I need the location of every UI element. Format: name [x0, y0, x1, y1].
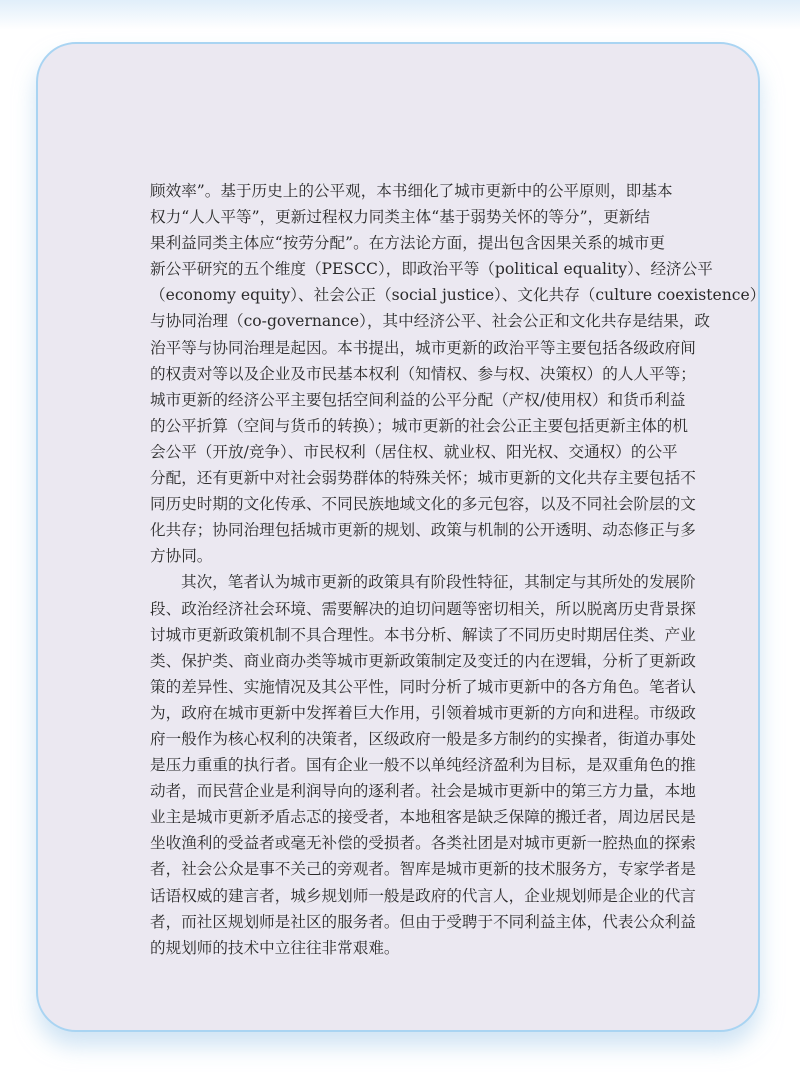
text-line: 段、政治经济社会环境、需要解决的迫切问题等密切相关，所以脱离历史背景探 — [150, 599, 696, 618]
text-line: 会公平（开放/竞争）、市民权利（居住权、就业权、阳光权、交通权）的公平 — [150, 442, 678, 461]
text-line: 业主是城市更新矛盾忐忑的接受者，本地租客是缺乏保障的搬迁者，周边居民是 — [150, 808, 696, 827]
text-line: 与协同治理（co-governance），其中经济公平、社会公正和文化共存是结果，政 — [150, 312, 711, 331]
text-line: 城市更新的经济公平主要包括空间利益的公平分配（产权/使用权）和货币利益 — [150, 390, 686, 409]
text-line: 为，政府在城市更新中发挥着巨大作用，引领着城市更新的方向和进程。市级政 — [150, 703, 696, 722]
text-line: 话语权威的建言者，城乡规划师一般是政府的代言人，企业规划师是企业的代言 — [150, 886, 696, 905]
paragraph — [150, 569, 696, 960]
text-line: 府一般作为核心权利的决策者，区级政府一般是多方制约的实操者，街道办事处 — [150, 729, 696, 748]
text-line: 的权责对等以及企业及市民基本权利（知情权、参与权、决策权）的人人平等； — [150, 364, 696, 383]
text-line: 其次，笔者认为城市更新的政策具有阶段性特征，其制定与其所处的发展阶 — [181, 573, 696, 592]
text-line: 者，社会公众是事不关己的旁观者。智库是城市更新的技术服务方，专家学者是 — [150, 860, 696, 879]
text-line: 同历史时期的文化传承、不同民族地域文化的多元包容，以及不同社会阶层的文 — [150, 495, 696, 514]
body-text — [150, 178, 766, 961]
text-line: 的规划师的技术中立往往非常艰难。 — [150, 938, 400, 957]
text-line: （economy equity）、社会公正（social justice）、文化共存（culture coexistence） — [150, 286, 766, 305]
text-line: 策的差异性、实施情况及其公平性，同时分析了城市更新中的各方角色。笔者认 — [150, 677, 696, 696]
text-line: 者，而社区规划师是社区的服务者。但由于受聘于不同利益主体，代表公众利益 — [150, 912, 696, 931]
text-line: 是压力重重的执行者。国有企业一般不以单纯经济盈利为目标，是双重角色的推 — [150, 756, 696, 775]
text-line: 果利益同类主体应“按劳分配”。在方法论方面，提出包含因果关系的城市更 — [150, 234, 665, 253]
paragraph — [150, 178, 766, 569]
text-line: 动者，而民营企业是利润导向的逐利者。社会是城市更新中的第三方力量，本地 — [150, 782, 696, 801]
text-line: 新公平研究的五个维度（PESCC），即政治平等（political equality）、经济公平 — [150, 260, 713, 279]
text-line: 顾效率”。基于历史上的公平观，本书细化了城市更新中的公平原则，即基本 — [150, 182, 673, 200]
top-glow — [0, 0, 800, 30]
text-line: 方协同。 — [150, 547, 213, 566]
text-line: 分配，还有更新中对社会弱势群体的特殊关怀；城市更新的文化共存主要包括不 — [150, 469, 696, 488]
text-line: 的公平折算（空间与货币的转换）；城市更新的社会公正主要包括更新主体的机 — [150, 416, 688, 435]
text-line: 类、保护类、商业商办类等城市更新政策制定及变迁的内在逻辑，分析了更新政 — [150, 651, 696, 670]
text-line: 治平等与协同治理是起因。本书提出，城市更新的政治平等主要包括各级政府间 — [150, 338, 696, 357]
text-line: 化共存；协同治理包括城市更新的规划、政策与机制的公开透明、动态修正与多 — [150, 521, 696, 540]
text-line: 坐收渔利的受益者或毫无补偿的受损者。各类社团是对城市更新一腔热血的探索 — [150, 834, 696, 853]
text-line: 权力“人人平等”，更新过程权力同类主体“基于弱势关怀的等分”，更新结 — [150, 208, 650, 227]
text-line: 讨城市更新政策机制不具合理性。本书分析、解读了不同历史时期居住类、产业 — [150, 625, 696, 644]
